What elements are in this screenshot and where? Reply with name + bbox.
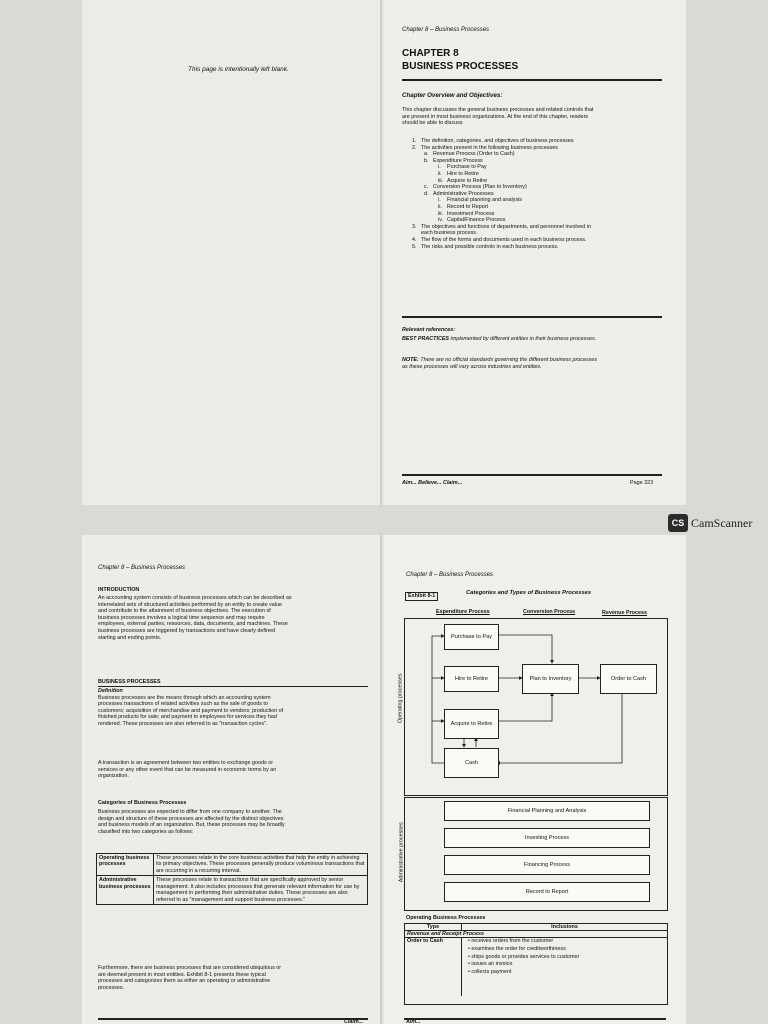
bp-rule <box>98 686 368 687</box>
objective-item: ii. Record to Report <box>438 203 489 210</box>
text-line: services or any other event that can be measured in economic terms by an <box>98 766 277 773</box>
column-expenditure: Expenditure Process <box>436 609 490 615</box>
text-line: and business models of an organization. But, these processes may be broadly <box>98 822 285 829</box>
footer-rule <box>404 1018 666 1020</box>
text-line: and contribute to the attainment of business objectives. The execution of <box>98 608 271 615</box>
acquire-to-retire-box: Acquire to Retire <box>444 709 499 739</box>
text-line: customers; acquisition of merchandise and payment to vendors; production of <box>98 707 284 714</box>
table-section-revenue: Revenue and Receipt Process <box>405 931 667 938</box>
objectives-list <box>412 138 591 250</box>
administrative-side-label: Administrative processes <box>398 822 405 883</box>
order-to-cash-box: Order to Cash <box>600 664 657 694</box>
spine-shadow <box>380 0 384 505</box>
page-header: Chapter 8 – Business Processes <box>98 565 186 571</box>
footer-fragment: Claim... <box>344 1019 364 1024</box>
admin-box-record-to-report: Record to Report <box>444 882 650 902</box>
exhibit-label: Exhibit 8-1 <box>405 592 438 601</box>
operating-side-label: Operating processes <box>397 673 404 724</box>
definition-block: Definition Business processes are the means through which an accounting system processes transactions of related activities such as the sale of goods to customers; acquisition of merchandise and payment to vendors; production of finished products for sale; and payment to employees for services they had rendered. These processes are also referred to as "transaction cycles". <box>98 688 370 728</box>
bottom-right-page <box>382 535 686 1024</box>
text-line: • issues an invoice <box>468 961 513 968</box>
top-left-page <box>82 0 382 505</box>
column-revenue: Revenue Process <box>602 610 647 616</box>
text-line: are deemed present in most entities. Exhibit 8-1 presents these typical <box>98 971 266 978</box>
chapter-title: BUSINESS PROCESSES <box>402 61 519 72</box>
admin-box-financial-planning: Financial Planning and Analysis <box>444 801 650 821</box>
objective-item: c. Conversion Process (Plan to Inventory) <box>424 184 527 191</box>
text-line: business processes are triggered by transactions and have clearly defined <box>98 627 276 634</box>
category-row: Operating business processes These processes relate to the core business activities that help the entity in achieving its primary objectives. These processes generally produce voluminous transactions that are occurring in a recurring interval. <box>97 854 368 876</box>
text-line: business processes involves a logical time sequence and may require <box>98 614 265 621</box>
plan-to-inventory-box: Plan to Inventory <box>522 664 579 694</box>
admin-box-investing: Investing Process <box>444 828 650 848</box>
text-line: • examines the order for creditworthiness <box>468 945 566 952</box>
text-line: processes. <box>98 984 125 991</box>
text-line: organization. <box>98 773 129 780</box>
hire-to-retire-box: Hire to Retire <box>444 666 499 692</box>
objective-item: iii. Acquire to Retire <box>438 177 488 184</box>
admin-box-financing: Financing Process <box>444 855 650 875</box>
text-line: starting and ending points. <box>98 634 162 641</box>
footer-rule <box>98 1018 368 1020</box>
table-header-inclusions: Inclusions <box>551 924 578 930</box>
objective-item: i. Financial planning and analysis <box>438 197 522 204</box>
camscanner-watermark <box>668 514 752 532</box>
category-row: Administrative business processes These processes relate to transactions that are specifically approved by senior management. It also includes processes that generate relevant information for use by management in performing their administrative duties. These processes are also referred to as "management and support business processes." <box>97 876 368 905</box>
text-line: A transaction is an agreement between two entities to exchange goods or <box>98 760 274 766</box>
references-text: BEST PRACTICES implemented by different entities in their business processes. <box>402 336 597 342</box>
text-line: processes transactions of related activities such as the sale of goods to <box>98 701 268 708</box>
blank-page-note: This page is intentionally left blank. <box>188 66 289 73</box>
objective-item: i. Purchase to Pay <box>438 164 487 171</box>
business-processes-heading: BUSINESS PROCESSES <box>98 679 161 685</box>
text-line: rendered. These processes are also referred to as "transaction cycles". <box>98 720 268 727</box>
page-header: Chapter 8 – Business Processes <box>406 572 494 578</box>
operating-table-heading: Operating Business Processes <box>406 915 486 921</box>
text-line: Furthermore, there are business processes that are considered ubiquitous or <box>98 965 282 971</box>
top-right-page <box>382 0 686 505</box>
objective-item: 4. The flow of the forms and documents used in each business process. <box>412 236 587 243</box>
camscanner-logo-icon: CS <box>668 514 688 532</box>
text-line: • collects payment <box>468 969 512 976</box>
table-row-type: Order to Cash <box>405 938 462 996</box>
text-line: interrelated sets of structured activities performed by an entity to create value <box>98 601 282 608</box>
objective-item: iii. Investment Process <box>438 210 495 217</box>
note-text: NOTE: There are no official standards governing the different business processes as these processes will vary across industries and entities. <box>402 357 598 370</box>
objective-item: ii. Hire to Retire <box>438 170 479 177</box>
page-number: Page 323 <box>630 480 654 486</box>
section-rule <box>402 316 662 318</box>
text-line: Business processes are the means through which an accounting system <box>98 694 271 701</box>
chapter-label: CHAPTER 8 <box>402 48 459 59</box>
references-heading: Relevant references: <box>402 327 456 333</box>
objective-item: b. Expenditure Process <box>424 157 483 164</box>
spine-shadow-bottom <box>380 535 384 1024</box>
objective-item: 1. The definition, categories, and objectives of business processes <box>412 138 574 144</box>
text-line: • ships goods or provides services to customer <box>468 953 580 960</box>
text-line: employees, external parties, resources, data, documents, and machines. These <box>98 621 288 628</box>
footer-rule <box>402 474 662 476</box>
categories-heading: Categories of Business Processes <box>98 800 187 806</box>
camscanner-label: CamScanner <box>691 515 753 530</box>
text-line: An accounting system consists of business processes which can be described as <box>98 595 292 601</box>
closing-paragraph <box>98 965 370 991</box>
footer-fragment: Aim... <box>406 1019 421 1024</box>
text-line: • receives orders from the customer <box>468 938 554 944</box>
categories-table <box>96 853 368 905</box>
objective-item: d. Administrative Processes <box>424 190 494 197</box>
text-line: Business processes are expected to differ from one company to another. The <box>98 809 282 815</box>
categories-paragraph <box>98 809 370 835</box>
bottom-left-page <box>82 535 382 1024</box>
text-line: design and structure of these processes are affected by the distinct objectives <box>98 815 284 822</box>
exhibit-title: Categories and Types of Business Processes <box>466 590 592 596</box>
objective-item: 5. The risks and possible controls in each business process. <box>412 243 559 250</box>
operating-table <box>404 923 668 1005</box>
text-line: finished products for sale; and payment to employees for services they had <box>98 714 277 721</box>
column-conversion: Conversion Process <box>523 609 576 615</box>
cash-box: Cash <box>444 748 499 778</box>
objective-item: 2. The activities present in the following business processes <box>412 144 558 151</box>
objective-item: iv. Capital/Finance Process <box>438 217 506 224</box>
text-line: classified into two categories as follows: <box>98 828 194 835</box>
overview-intro: This chapter discusses the general business processes and related controls that are present in most business organizations. At the end of this chapter, readers should be able to discuss <box>402 107 594 127</box>
page-header: Chapter 8 – Business Processes <box>402 27 490 33</box>
objective-item: a. Revenue Process (Order to Cash) <box>424 151 515 158</box>
intro-paragraph <box>98 595 370 641</box>
table-inclusions <box>462 938 667 996</box>
overview-heading: Chapter Overview and Objectives: <box>402 92 503 99</box>
objective-item: each business process. <box>421 230 478 237</box>
purchase-to-pay-box: Purchase to Pay <box>444 624 499 650</box>
transaction-paragraph <box>98 760 370 780</box>
table-header-type: Type <box>405 924 462 930</box>
text-line: processes and categorizes them as either an operating or administrative <box>98 978 271 985</box>
footer-motto: Aim... Believe... Claim... <box>402 480 463 486</box>
title-rule <box>402 79 662 81</box>
intro-heading: INTRODUCTION <box>98 587 140 593</box>
objective-item: 3. The objectives and functions of departments, and personnel involved in <box>412 223 591 230</box>
